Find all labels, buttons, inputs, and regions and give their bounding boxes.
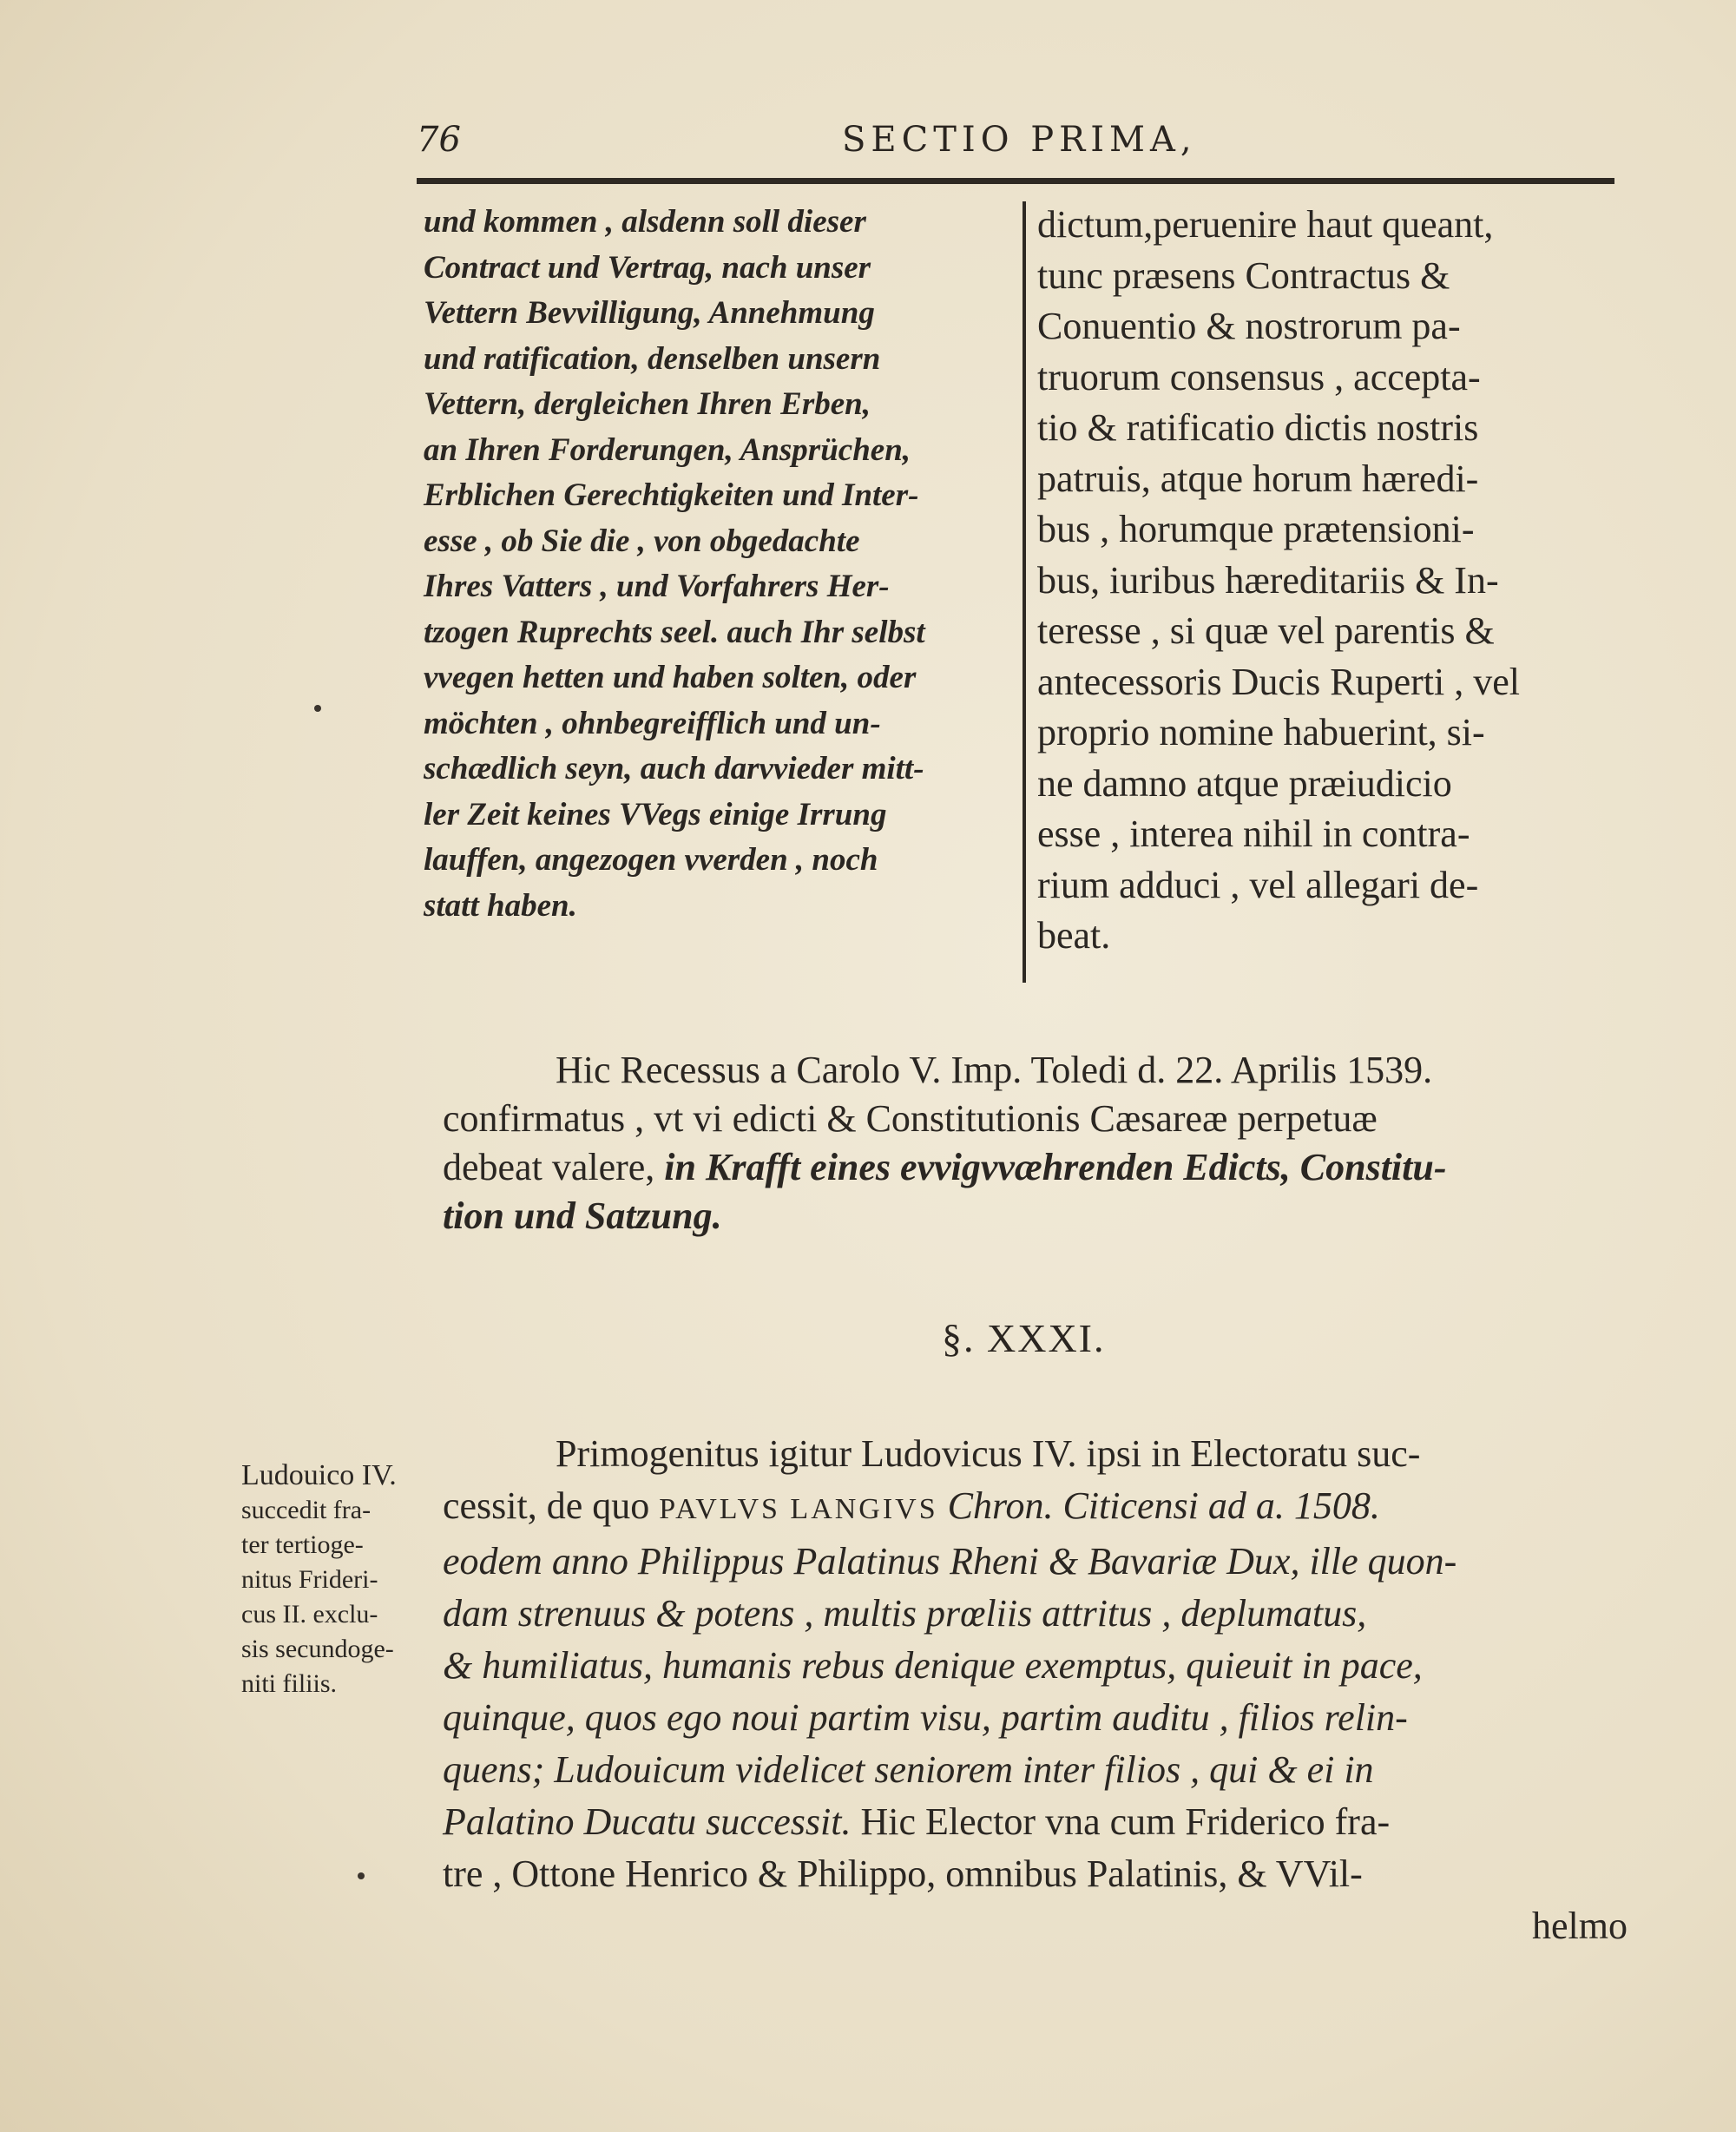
marginal-line: sis secundoge- (241, 1635, 394, 1663)
main-paragraph (443, 1428, 1641, 1952)
paragraph-line: Primogenitus igitur Ludovicus IV. ipsi in Electoratu suc- (556, 1432, 1421, 1475)
latin-line: tio & ratificatio dictis nostris (1037, 406, 1479, 449)
german-line: möchten , ohnbegreifflich und un- (424, 705, 881, 741)
latin-line: tunc præsens Contractus & (1037, 253, 1450, 297)
paragraph-line: dam strenuus & potens , multis prœliis attritus , deplumatus, (443, 1592, 1367, 1635)
page-header (417, 120, 1614, 172)
german-line: esse , ob Sie die , von obgedachte (424, 523, 860, 559)
german-line: statt haben. (424, 887, 577, 924)
latin-line: patruis, atque horum hæredi- (1037, 457, 1479, 500)
marginal-line: niti filiis. (241, 1669, 338, 1698)
italic-text: Palatino Ducatu successit. (443, 1800, 852, 1843)
german-line: lauffen, angezogen vverden , noch (424, 842, 878, 878)
paragraph-line (443, 1480, 1641, 1536)
running-head: SECTIO PRIMA, (842, 120, 1197, 160)
latin-line: proprio nomine habuerint, si- (1037, 711, 1485, 753)
catchword: helmo (1532, 1905, 1628, 1947)
page-number: 76 (417, 120, 461, 160)
recessus-line (443, 1143, 1641, 1192)
latin-line: beat. (1037, 914, 1111, 957)
recessus-line: tion und Satzung. (443, 1194, 722, 1237)
recessus-roman: debeat valere, (443, 1146, 655, 1188)
roman-text: Hic Elector vna cum Friderico fra- (851, 1800, 1391, 1843)
latin-line: ne damno atque præiudicio (1037, 761, 1452, 805)
german-line: vvegen hetten und haben solten, oder (424, 660, 917, 695)
latin-line: antecessoris Ducis Ruperti , vel (1037, 660, 1520, 703)
paragraph-line (443, 1796, 1641, 1848)
german-line: Vettern Bevvilligung, Annehmung (424, 295, 875, 331)
marginal-line: Ludouico IV. (241, 1459, 397, 1491)
german-line: Ihres Vatters , und Vorfahrers Her- (424, 569, 890, 604)
latin-line: bus , horumque prætensioni- (1037, 508, 1475, 550)
citation: Chron. Citicensi ad a. 1508. (937, 1484, 1380, 1527)
recessus-line: confirmatus , vt vi edicti & Constitutionis Cæsareæ perpetuæ (443, 1097, 1378, 1140)
latin-line: teresse , si quæ vel parentis & (1037, 609, 1495, 652)
header-rule (417, 178, 1614, 184)
german-line: und ratification, denselben unsern (424, 340, 881, 377)
marginal-line: ter tertioge- (241, 1530, 364, 1559)
section-heading: §. XXXI. (942, 1316, 1106, 1360)
ink-dot (358, 1872, 365, 1879)
paragraph-line: & humiliatus, humanis rebus denique exemptus, quieuit in pace, (443, 1644, 1423, 1687)
marginal-line: cus II. exclu- (241, 1600, 378, 1629)
recessus-german: in Krafft eines evvigvvæhrenden Edicts, Constitu- (654, 1146, 1447, 1188)
column-divider (1023, 201, 1026, 983)
german-line: an Ihren Forderungen, Ansprüchen, (424, 431, 911, 468)
marginal-note (241, 1458, 441, 1701)
roman-text: cessit, de quo (443, 1484, 660, 1527)
german-line: schædlich seyn, auch darvvieder mitt- (424, 751, 924, 786)
paragraph-line: quinque, quos ego noui partim visu, partim auditu , filios relin- (443, 1696, 1408, 1739)
author-name: PAVLVS LANGIVS (659, 1493, 938, 1525)
latin-line: dictum,peruenire haut queant, (1037, 203, 1494, 246)
latin-column (1037, 200, 1619, 962)
german-column (424, 200, 1014, 929)
german-line: und kommen , alsdenn soll dieser (424, 204, 866, 240)
paragraph-line: eodem anno Philippus Palatinus Rheni & Bavariæ Dux, ille quon- (443, 1540, 1457, 1583)
german-line: ler Zeit keines VVegs einige Irrung (424, 796, 887, 832)
marginal-line: nitus Frideri- (241, 1565, 378, 1594)
latin-line: bus, iuribus hæreditariis & In- (1037, 558, 1499, 602)
latin-line: Conuentio & nostrorum pa- (1037, 305, 1461, 347)
german-line: tzogen Ruprechts seel. auch Ihr selbst (424, 614, 925, 650)
paragraph-line: tre , Ottone Henrico & Philippo, omnibus Palatinis, & VVil- (443, 1852, 1363, 1895)
latin-line: esse , interea nihil in contra- (1037, 813, 1470, 855)
latin-line: rium adduci , vel allegari de- (1037, 863, 1479, 906)
recessus-line: Hic Recessus a Carolo V. Imp. Toledi d. 22. Aprilis 1539. (556, 1049, 1433, 1091)
marginal-line: succedit fra- (241, 1496, 372, 1524)
paragraph-line: quens; Ludouicum videlicet seniorem inter filios , qui & ei in (443, 1748, 1374, 1791)
recessus-paragraph (443, 1046, 1641, 1240)
german-line: Erblichen Gerechtigkeiten und Inter- (424, 477, 919, 513)
german-line: Vettern, dergleichen Ihren Erben, (424, 386, 871, 422)
latin-line: truorum consensus , accepta- (1037, 355, 1481, 398)
german-line: Contract und Vertrag, nach unser (424, 249, 871, 286)
ink-dot (314, 705, 321, 712)
